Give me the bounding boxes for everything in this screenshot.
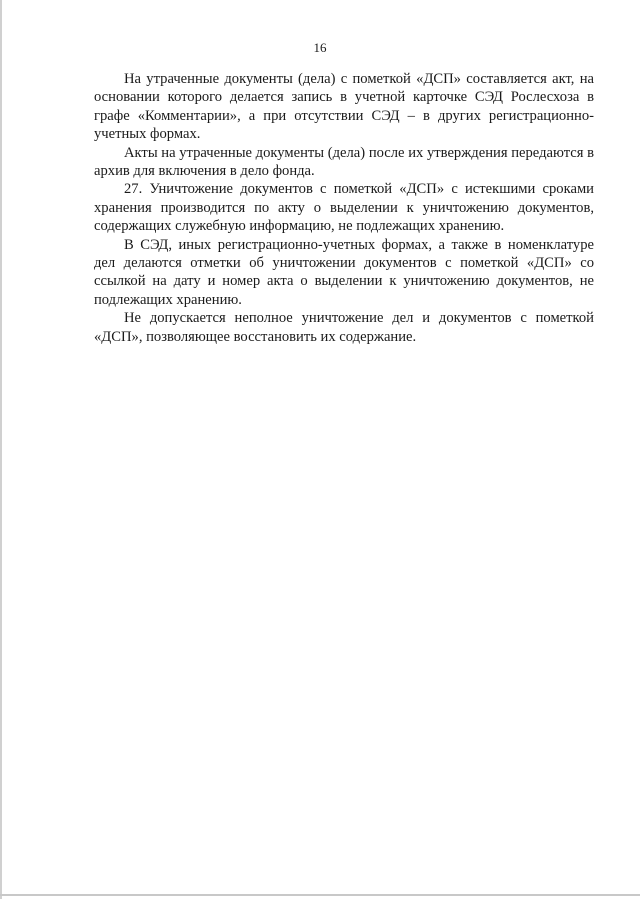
paragraph-incomplete-destruction: Не допускается неполное уничтожение дел и документов с пометкой «ДСП», позволяющее восстановить их содержание.	[94, 310, 594, 345]
paragraph-lost-documents-act: На утраченные документы (дела) с пометкой «ДСП» составляется акт, на основании которого делается запись в учетной карточке СЭД Рослесхоза в графе «Комментарии», а при отсутствии СЭД – в других регистрационно-учетных формах.	[94, 71, 594, 143]
page-number: 16	[313, 40, 327, 55]
paragraph-destruction-marks: В СЭД, иных регистрационно-учетных формах, а также в номенклатуре дел делаются отметки об уничтожении документов с пометкой «ДСП» со ссылкой на дату и номер акта о выделении к уничтожению документов, не подлежащих хранению.	[94, 236, 594, 308]
document-body	[94, 70, 594, 346]
scan-edge-bottom	[0, 894, 640, 896]
scan-edge-left	[0, 0, 2, 899]
paragraph-acts-to-archive: Акты на утраченные документы (дела) после их утверждения передаются в архив для включения в дело фонда.	[94, 144, 594, 180]
paragraph-item-27-destruction: 27. Уничтожение документов с пометкой «ДСП» с истекшими сроками хранения производится по акту о выделении к уничтожению документов, содержащих служебную информацию, не подлежащих хранению.	[94, 181, 594, 235]
